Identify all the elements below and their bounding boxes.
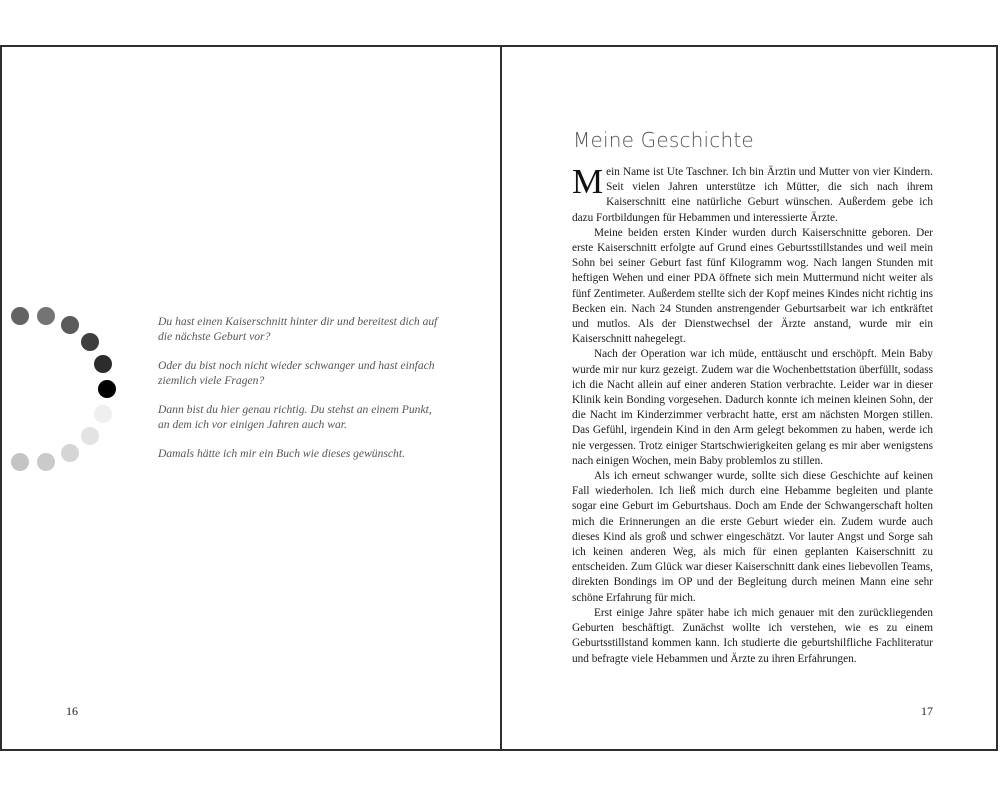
body-paragraph: Meine beiden ersten Kinder wurden durch Kaiserschnitte geboren. Der erste Kaiserschnitt erfolgte auf Grund eines Geburtsstillstandes und weil mein Sohn bei seiner Geburt fast fünf Kilogramm wog. Nach langen Stunden mit heftigen Wehen und einer PDA öffnete sich mein Muttermund nicht weiter als fünf Zentimeter. Außerdem stellte sich der Kopf meines Kindes nicht richtig ins Becken ein. Nach 24 Stunden anstrengender Geburtsarbeit war ich entkräftet und mutlos. Als der Dienstwechsel der Ärzte anstand, wurde mir ein Kaiserschnitt nahegelegt. [572, 226, 933, 346]
decorative-dot [11, 307, 29, 325]
page-number-right: 17 [921, 704, 933, 718]
decorative-dot [37, 307, 55, 325]
body-paragraph-text: ein Name ist Ute Taschner. Ich bin Ärztin und Mutter von vier Kindern. Seit vielen Jahren unterstütze ich Mütter, die sich nach ihrem Kaiserschnitt eine natürliche Geburt wünschen. Außerdem gebe ich dazu Fortbildungen für Hebammen und interessierte Ärzte. [572, 166, 933, 224]
quote-paragraph: Du hast einen Kaiserschnitt hinter dir und bereitest dich auf die nächste Geburt vor? [158, 315, 438, 343]
decorative-dot [81, 427, 99, 445]
decorative-dot [37, 453, 55, 471]
quote-paragraph: Dann bist du hier genau richtig. Du stehst an einem Punkt, an dem ich vor einigen Jahren auch war. [158, 403, 432, 431]
chapter-body [572, 162, 933, 667]
decorative-dot [98, 380, 116, 398]
decorative-dot [81, 333, 99, 351]
drop-cap: M [572, 162, 604, 201]
intro-quote [158, 314, 443, 475]
decorative-dot [94, 355, 112, 373]
chapter-title: Meine Geschichte [573, 128, 754, 152]
body-paragraph: Nach der Operation war ich müde, enttäuscht und erschöpft. Mein Baby wurde mir nur kurz gezeigt. Zudem war die Wochenbettstation überfüllt, sodass ich die Nacht allein auf einer anderen Station verbrachte. Leider war in dieser Klinik kein Bonding vorgesehen. Dadurch konnte ich meinen kleinen Sohn, der die Nacht im Kinderzimmer verbracht hatte, erst am nächsten Morgen stillen. Das Gefühl, irgendein Kind in den Arm gelegt bekommen zu haben, werde ich nie vergessen. Trotz einiger Startschwierigkeiten gelang es mir aber wenigstens nach einigen Wochen, mein Baby problemlos zu stillen. [572, 348, 933, 467]
decorative-dot [94, 405, 112, 423]
page-number-left: 16 [66, 704, 78, 718]
body-paragraph: Erst einige Jahre später habe ich mich genauer mit den zurückliegenden Geburten beschäftigt. Zunächst wollte ich verstehen, wie es zu einem Geburtsstillstand kommen kann. Ich studierte die geburtshilfliche Fachliteratur und befragte viele Hebammen und Ärzte zu ihren Erfahrungen. [572, 606, 933, 665]
decorative-dot [11, 453, 29, 471]
body-paragraph [572, 162, 933, 226]
body-paragraph: Als ich erneut schwanger wurde, sollte sich diese Geschichte auf keinen Fall wiederholen. Ich ließ mich durch eine Hebamme begleiten und plante sogar eine Geburt im Geburtshaus. Doch am Ende der Schwangerschaft holten mich die Erinnerungen an die erste Geburt wieder ein. Zudem wurde auch dieses Kind als groß und schwer eingeschätzt. Vor lauter Angst und Sorge sah ich keinen anderen Weg, als mich für einen geplanten Kaiserschnitt zu entscheiden. Zum Glück war dieser Kaiserschnitt dank eines liebevollen Teams, direkten Bondings im OP und der Begleitung durch meinen Mann eine sehr schöne Erfahrung für mich. [572, 470, 933, 604]
decorative-dot [61, 444, 79, 462]
quote-paragraph: Damals hätte ich mir ein Buch wie dieses gewünscht. [158, 447, 405, 460]
decorative-dot [61, 316, 79, 334]
page-gutter [500, 45, 502, 751]
quote-paragraph: Oder du bist noch nicht wieder schwanger und hast einfach ziemlich viele Fragen? [158, 359, 435, 387]
